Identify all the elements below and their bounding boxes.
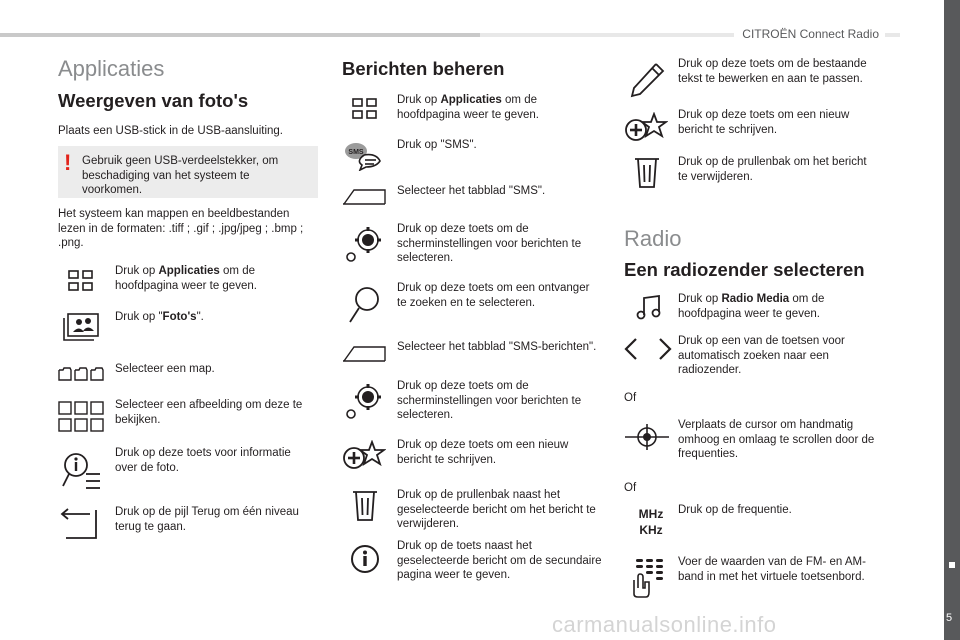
apps-grid-icon: [352, 98, 378, 120]
step-text: Druk op de frequentie.: [678, 504, 792, 516]
chevrons-icon: [624, 338, 672, 360]
folders-icon: [58, 366, 104, 382]
music-note-icon: [636, 295, 662, 321]
step-text: Druk op de toets naast het geselecteerde bericht om de secundaire pagina weer te geven.: [397, 540, 602, 581]
step-text: Druk op deze toets om een nieuw bericht te schrijven.: [397, 439, 569, 466]
step-text: Druk op een van de toetsen voor automatisch zoeken naar een radiozender.: [678, 335, 845, 376]
step-text: Druk op de pijl Terug om één niveau terug te gaan.: [115, 506, 299, 533]
step-text: Druk op Applicaties om de hoofdpagina weer te geven.: [397, 94, 539, 121]
cursor-slider-icon: [624, 424, 670, 450]
step-text: Selecteer het tabblad "SMS".: [397, 185, 546, 197]
step-text: Druk op deze toets om de bestaande tekst te bewerken en aan te passen.: [678, 58, 867, 85]
step-text: Selecteer een map.: [115, 363, 215, 375]
settings-gears-icon: [344, 224, 384, 264]
new-message-icon: [624, 112, 668, 142]
header-rule: [0, 33, 480, 37]
step-text: Druk op Radio Media om de hoofdpagina weer te geven.: [678, 293, 825, 320]
trash-icon: [634, 157, 660, 189]
heading-photos: Weergeven van foto's: [58, 90, 249, 111]
keypad-icon: [630, 558, 664, 598]
intro-text: Plaats een USB-stick in de USB-aansluiting.: [58, 125, 283, 137]
header-title: CITROËN Connect Radio: [734, 27, 885, 41]
trash-icon: [352, 490, 378, 522]
or-text: Of: [624, 392, 637, 404]
step-text: Druk op deze toets om de scherminstellingen voor berichten te selecteren.: [397, 223, 582, 264]
info-circle-icon: [350, 544, 380, 574]
section-title-applicaties: Applicaties: [58, 56, 165, 81]
or-text: Of: [624, 482, 637, 494]
side-marker: [949, 562, 955, 568]
apps-grid-icon: [68, 270, 94, 292]
step-text: Druk op de prullenbak naast het geselecteerde bericht om het bericht te verwijderen.: [397, 489, 596, 530]
step-text: Druk op "Foto's".: [115, 311, 204, 323]
step-text: Druk op de prullenbak om het bericht te verwijderen.: [678, 156, 867, 183]
step-text: Verplaats de cursor om handmatig omhoog en omlaag te scrollen door de frequenties.: [678, 419, 875, 460]
step-text: Druk op deze toets om een nieuw bericht te schrijven.: [678, 109, 850, 136]
step-text: Druk op deze toets om een ontvanger te zoeken en te selecteren.: [397, 282, 590, 309]
heading-messages: Berichten beheren: [342, 58, 505, 79]
step-text: Voer de waarden van de FM- en AM-band in met het virtuele toetsenbord.: [678, 556, 866, 583]
photos-icon: [60, 312, 100, 342]
warning-icon: !: [64, 150, 72, 175]
pencil-icon: [630, 62, 666, 98]
warning-text: Gebruik geen USB-verdeelstekker, om beschadiging van het systeem te voorkomen.: [82, 155, 279, 196]
settings-gears-icon: [344, 381, 384, 421]
page-number: 5: [946, 612, 953, 624]
warning-box: [58, 146, 318, 198]
step-text: Druk op "SMS".: [397, 139, 477, 151]
step-text: Druk op Applicaties om de hoofdpagina weer te geven.: [115, 265, 257, 292]
watermark: carmanualsonline.info: [552, 612, 777, 637]
search-icon: [346, 286, 382, 326]
step-text: Druk op deze toets om de scherminstellingen voor berichten te selecteren.: [397, 380, 582, 421]
heading-radio: Een radiozender selecteren: [624, 259, 865, 280]
info-search-icon: [62, 452, 102, 492]
step-text: Druk op deze toets voor informatie over de foto.: [115, 447, 291, 474]
section-title-radio: Radio: [624, 226, 682, 251]
new-message-icon: [342, 440, 386, 470]
tab-icon: [342, 188, 386, 206]
formats-text: Het systeem kan mappen en beeldbestanden lezen in de formaten: .tiff ; .gif ; .jpg/jpeg ; .bmp ; .png.: [58, 208, 304, 249]
mhz-label: MHz: [638, 507, 664, 521]
sms-icon: [344, 141, 384, 171]
image-grid-icon: [58, 401, 104, 433]
step-text: Selecteer het tabblad "SMS-berichten".: [397, 341, 597, 353]
back-arrow-icon: [60, 508, 100, 542]
sms-badge-text: SMS: [348, 149, 364, 156]
side-band: [944, 0, 960, 640]
khz-label: KHz: [639, 523, 663, 537]
mhz-khz-icon: [634, 506, 668, 538]
tab-icon: [342, 345, 386, 363]
step-text: Selecteer een afbeelding om deze te bekijken.: [115, 399, 303, 426]
